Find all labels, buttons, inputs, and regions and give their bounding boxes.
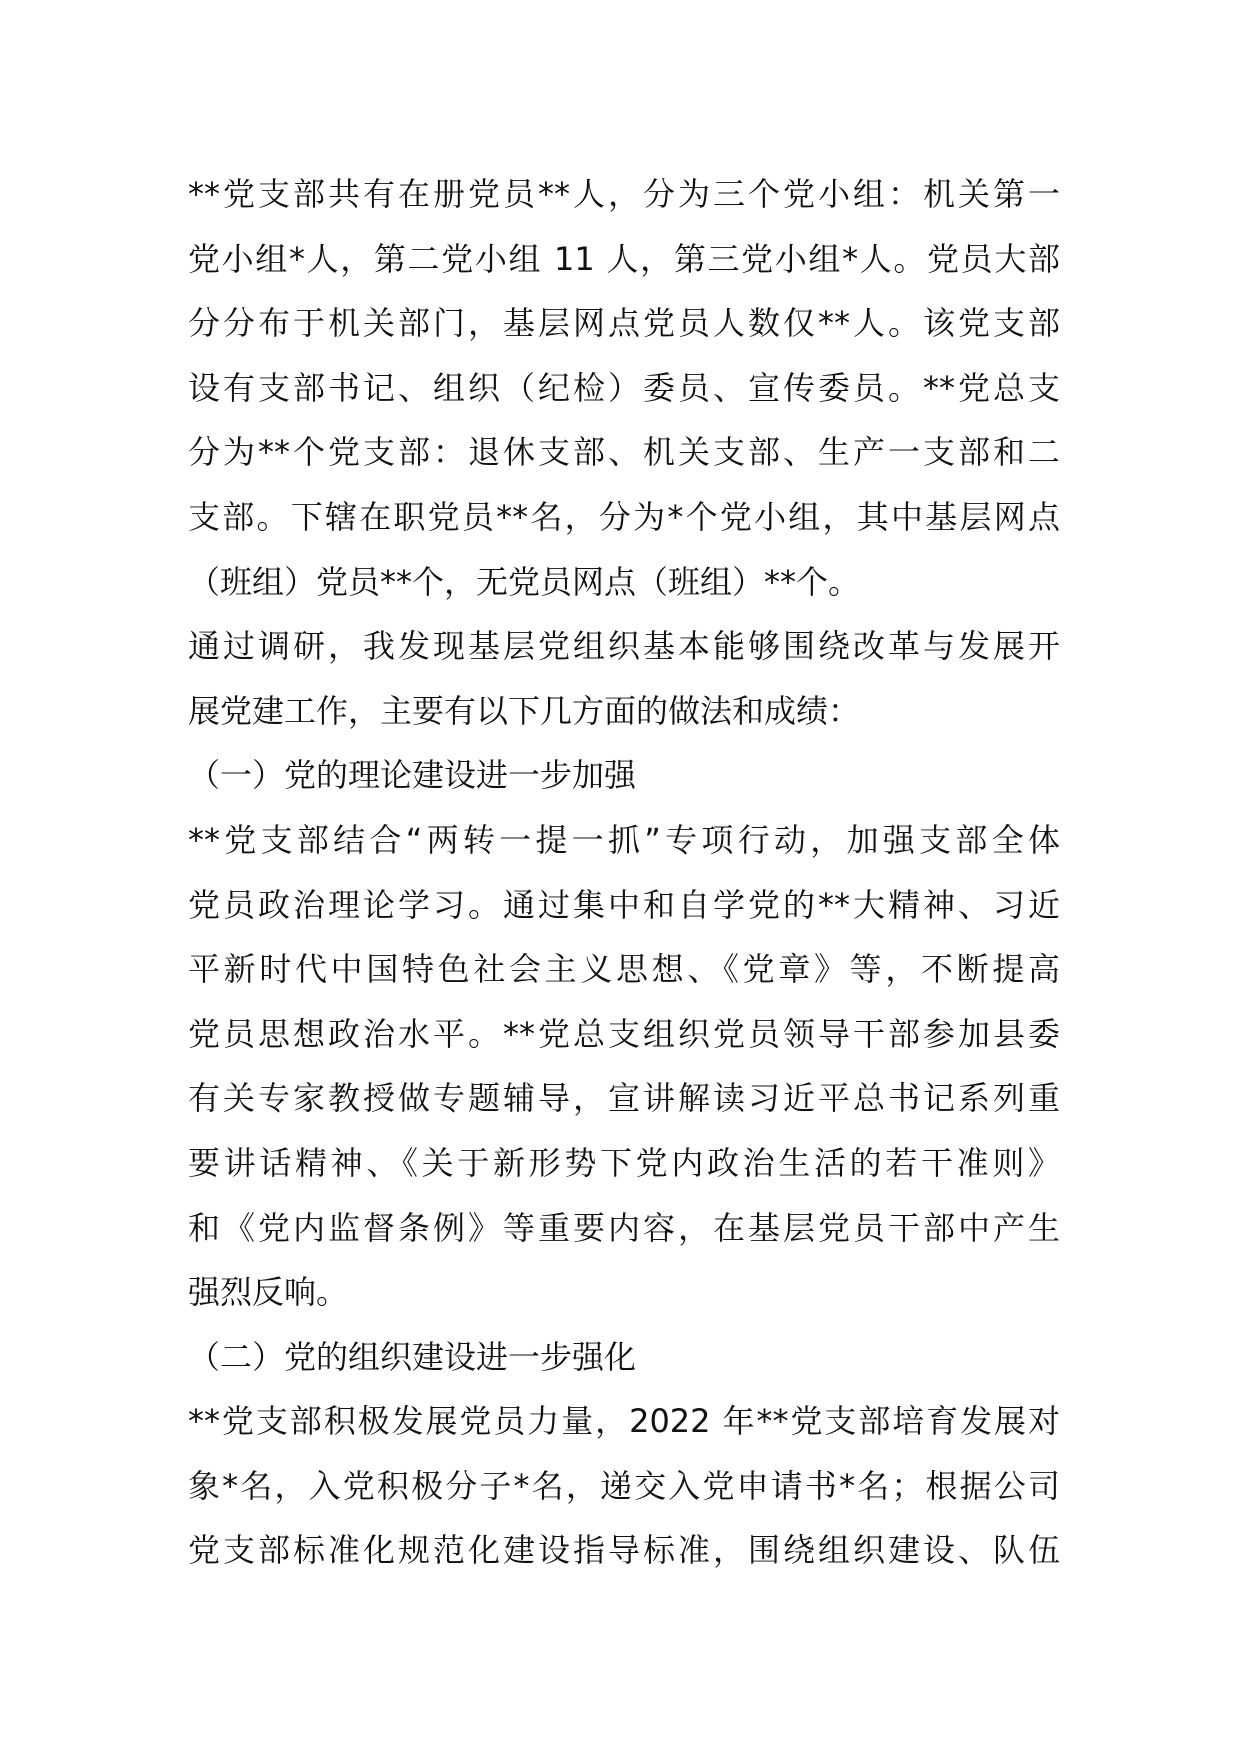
text-line: 和《党内监督条例》等重要内容，在基层党员干部中产生	[188, 1208, 1060, 1247]
heading-organization-building	[188, 1325, 1060, 1390]
paragraph-theory-building	[188, 808, 1060, 1325]
text-line: 党小组*人，第二党小组 11 人，第三党小组*人。党员大部	[188, 239, 1060, 278]
text-line: 要讲话精神、《关于新形势下党内政治生活的若干准则》	[188, 1143, 1060, 1182]
text-line: （班组）党员**个，无党员网点（班组）**个。	[188, 562, 861, 601]
paragraph-research-findings	[188, 614, 1060, 743]
text-line: 支部。下辖在职党员**名，分为*个党小组，其中基层网点	[188, 497, 1060, 536]
text-line: 平新时代中国特色社会主义思想、《党章》等，不断提高	[188, 950, 1060, 989]
paragraph-branch-members	[188, 162, 1060, 614]
text-line: 党员思想政治水平。**党总支组织党员领导干部参加县委	[188, 1014, 1060, 1053]
text-line: 强烈反响。	[188, 1273, 349, 1312]
text-line: **党支部结合“两转一提一抓”专项行动，加强支部全体	[188, 820, 1060, 859]
text-line: 党员政治理论学习。通过集中和自学党的**大精神、习近	[188, 885, 1060, 924]
text-line: 展党建工作，主要有以下几方面的做法和成绩：	[188, 691, 861, 730]
paragraph-organization-building	[188, 1389, 1060, 1583]
text-line: 有关专家教授做专题辅导，宣讲解读习近平总书记系列重	[188, 1079, 1060, 1118]
text-line: **党支部共有在册党员**人，分为三个党小组：机关第一	[188, 175, 1060, 213]
text-line: 党支部标准化规范化建设指导标准，围绕组织建设、队伍	[188, 1531, 1060, 1570]
heading-theory-building	[188, 743, 1060, 808]
text-line: 分分布于机关部门，基层网点党员人数仅**人。该党支部	[188, 304, 1060, 343]
section-heading: （二）党的组织建设进一步强化	[188, 1337, 637, 1376]
text-line: 通过调研，我发现基层党组织基本能够围绕改革与发展开	[188, 627, 1060, 666]
document-page	[188, 162, 1060, 1583]
text-line: **党支部积极发展党员力量，2022 年**党支部培育发展对	[188, 1402, 1060, 1441]
section-heading: （一）党的理论建设进一步加强	[188, 756, 637, 795]
text-line: 分为**个党支部：退休支部、机关支部、生产一支部和二	[188, 433, 1060, 472]
text-line: 象*名，入党积极分子*名，递交入党申请书*名；根据公司	[188, 1466, 1060, 1505]
text-line: 设有支部书记、组织（纪检）委员、宣传委员。**党总支	[188, 368, 1060, 407]
